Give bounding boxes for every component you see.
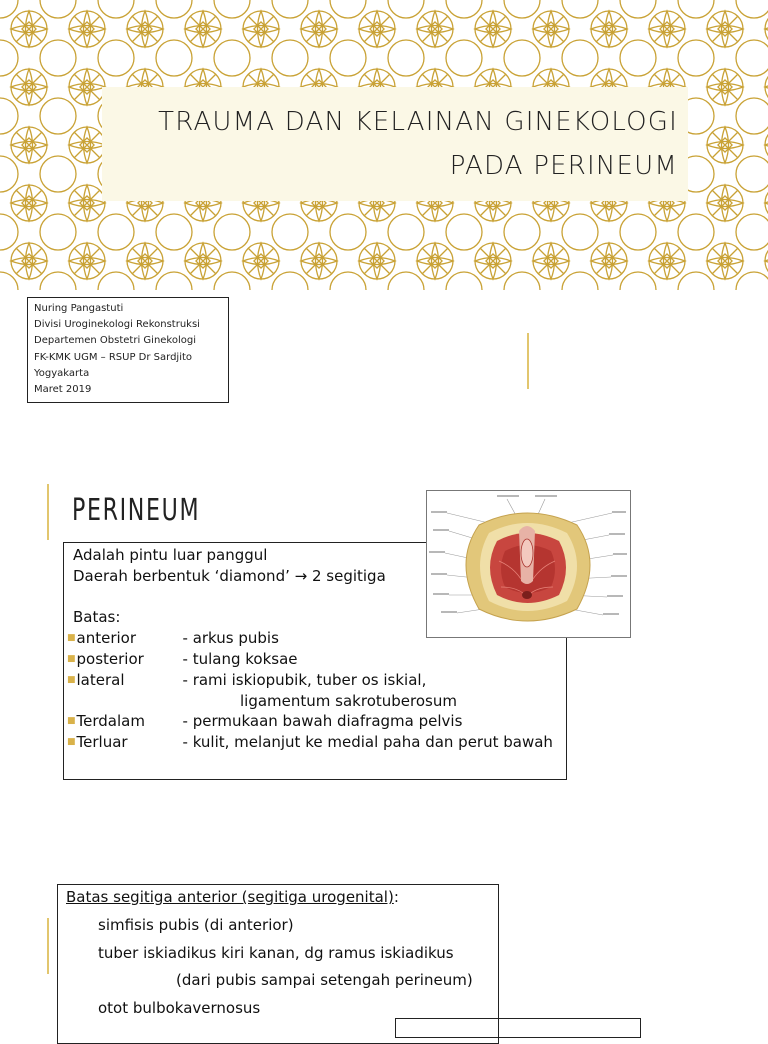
author-info-box xyxy=(27,297,229,403)
definition-line: Daerah berbentuk ‘diamond’ → 2 segitiga xyxy=(73,566,386,585)
author-date: Maret 2019 xyxy=(34,384,92,396)
bullet-icon: ■ xyxy=(67,674,76,685)
segitiga-heading-colon: : xyxy=(393,888,399,906)
accent-bar xyxy=(527,333,529,389)
accent-bar xyxy=(47,484,49,540)
segitiga-line: (dari pubis sampai setengah perineum) xyxy=(176,971,473,990)
title-line-2: PADA PERINEUM xyxy=(449,151,678,181)
bullet-icon: ■ xyxy=(67,653,76,664)
boundary-continuation: ligamentum sakrotuberosum xyxy=(240,691,457,710)
boundary-desc: - rami iskiopubik, tuber os iskial, xyxy=(182,670,427,689)
segitiga-heading xyxy=(66,887,498,908)
author-department: Departemen Obstetri Ginekologi xyxy=(34,335,197,347)
author-division: Divisi Uroginekologi Rekonstruksi xyxy=(34,319,200,331)
boundary-term: lateral xyxy=(76,670,125,689)
partial-box xyxy=(395,1018,641,1038)
anatomy-illustration xyxy=(427,491,630,637)
title-line-1: TRAUMA DAN KELAINAN GINEKOLOGI xyxy=(158,107,678,137)
boundary-desc: - arkus pubis xyxy=(182,629,279,648)
batas-label: Batas: xyxy=(73,608,121,627)
boundary-item xyxy=(67,732,566,753)
boundary-term: posterior xyxy=(76,649,144,668)
perineum-anatomy-image xyxy=(426,490,631,638)
accent-bar xyxy=(47,918,49,974)
segitiga-line: simfisis pubis (di anterior) xyxy=(98,915,294,934)
boundary-desc: - tulang koksae xyxy=(182,649,298,668)
section-heading-perineum: PERINEUM xyxy=(72,493,201,528)
boundary-item xyxy=(67,670,566,691)
boundary-term: Terluar xyxy=(76,733,128,752)
boundary-item xyxy=(67,649,566,670)
author-city: Yogyakarta xyxy=(34,367,90,379)
boundary-desc: - kulit, melanjut ke medial paha dan perut bawah xyxy=(182,733,553,752)
boundary-term: Terdalam xyxy=(76,712,145,731)
author-institution: FK-KMK UGM – RSUP Dr Sardjito xyxy=(34,351,193,363)
segitiga-line: otot bulbokavernosus xyxy=(98,999,261,1018)
bullet-icon: ■ xyxy=(67,716,76,727)
boundary-item xyxy=(67,711,566,732)
boundary-desc: - permukaan bawah diafragma pelvis xyxy=(182,712,463,731)
author-name: Nuring Pangastuti xyxy=(34,303,124,314)
segitiga-line: tuber iskiadikus kiri kanan, dg ramus iskiadikus xyxy=(98,943,454,962)
title-panel xyxy=(102,87,688,201)
definition-line: Adalah pintu luar panggul xyxy=(73,546,268,564)
bullet-icon: ■ xyxy=(67,737,76,748)
bullet-icon: ■ xyxy=(67,633,76,644)
boundary-term: anterior xyxy=(76,629,137,648)
segitiga-heading-text: Batas segitiga anterior (segitiga urogenital) xyxy=(66,888,394,906)
